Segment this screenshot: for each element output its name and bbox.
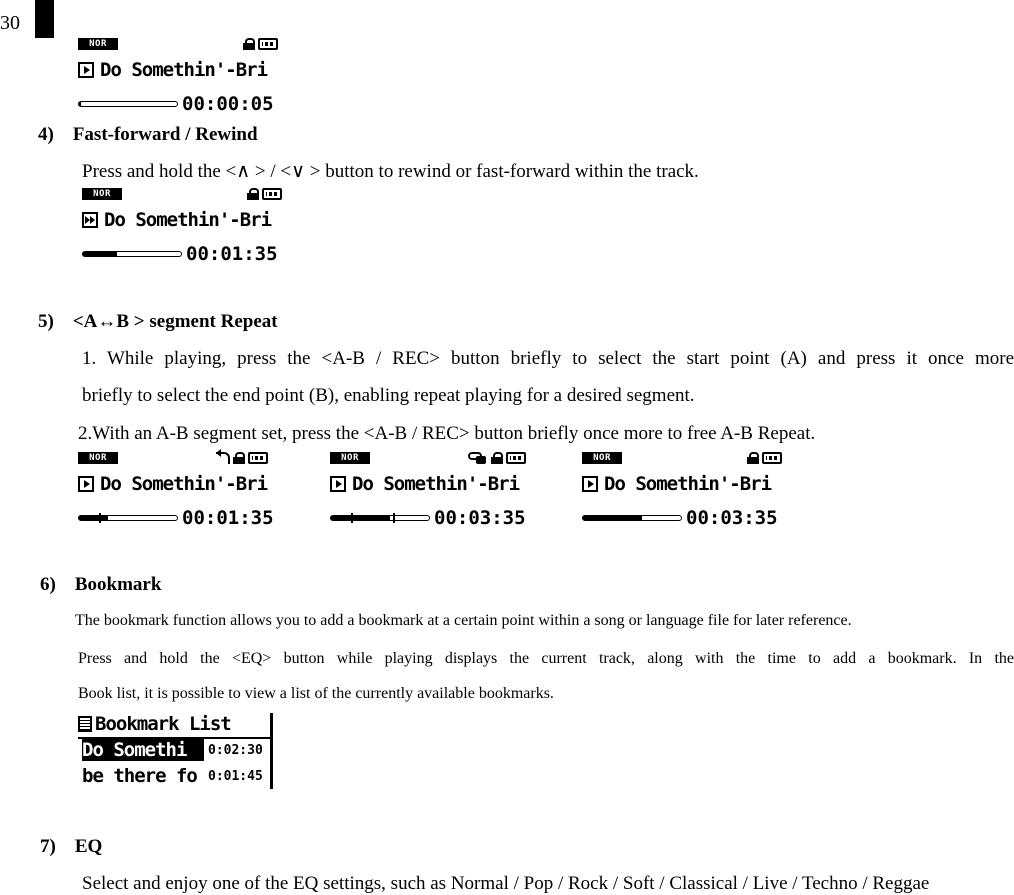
play-icon bbox=[330, 476, 346, 492]
bookmark-text-line-2: Book list, it is possible to view a list of the currently available bookmarks. bbox=[78, 685, 554, 702]
bookmark-item-time: 0:02:30 bbox=[208, 742, 263, 758]
status-icons bbox=[468, 452, 526, 464]
eq-mode-badge: NOR bbox=[82, 188, 122, 200]
status-icons bbox=[747, 452, 782, 464]
ab-repeat-free-text: 2.With an A-B segment set, press the <A-B / REC> button briefly once more to free A-B Repeat. bbox=[78, 423, 816, 444]
fast-forward-icon bbox=[82, 212, 98, 228]
progress-bar bbox=[78, 515, 178, 521]
player-screen-normal bbox=[78, 38, 283, 116]
track-title: Do Somethin'-Bri bbox=[104, 209, 272, 231]
bookmark-list-title: Bookmark List bbox=[95, 713, 231, 735]
status-icons bbox=[216, 452, 268, 464]
battery-icon bbox=[258, 38, 278, 50]
player-screen-ab-segment bbox=[330, 452, 535, 530]
bookmark-item-name: be there fo bbox=[82, 765, 197, 787]
eq-mode-badge: NOR bbox=[78, 38, 118, 50]
fast-forward-text: Press and hold the <∧ > / <∨ > button to rewind or fast-forward within the track. bbox=[82, 161, 699, 182]
progress-bar bbox=[330, 515, 430, 521]
bookmark-item[interactable] bbox=[82, 765, 263, 787]
section-heading-ab-repeat: 5) <A↔B > segment Repeat bbox=[38, 311, 278, 332]
lock-icon bbox=[247, 188, 259, 200]
eq-text: Select and enjoy one of the EQ settings, such as Normal / Pop / Rock / Soft / Classical / Live / Techno / Reggae bbox=[82, 873, 930, 894]
progress-bar bbox=[82, 251, 182, 257]
eq-mode-badge: NOR bbox=[330, 452, 370, 464]
elapsed-time: 00:01:35 bbox=[182, 507, 274, 529]
battery-icon bbox=[262, 188, 282, 200]
elapsed-time: 00:00:05 bbox=[182, 93, 274, 115]
progress-bar bbox=[582, 515, 682, 521]
lock-icon bbox=[747, 452, 759, 464]
battery-icon bbox=[762, 452, 782, 464]
battery-icon bbox=[248, 452, 268, 464]
elapsed-time: 00:01:35 bbox=[186, 243, 278, 265]
battery-icon bbox=[506, 452, 526, 464]
elapsed-time: 00:03:35 bbox=[686, 507, 778, 529]
play-icon bbox=[78, 62, 94, 78]
track-title: Do Somethin'-Bri bbox=[100, 473, 268, 495]
play-icon bbox=[582, 476, 598, 492]
play-icon bbox=[78, 476, 94, 492]
bookmark-item-time: 0:01:45 bbox=[208, 768, 263, 784]
section-heading-fast-forward: 4) Fast-forward / Rewind bbox=[38, 124, 258, 145]
lock-icon bbox=[491, 452, 503, 464]
eq-mode-badge: NOR bbox=[582, 452, 622, 464]
player-screen-fast-forward bbox=[82, 188, 287, 266]
lock-icon bbox=[233, 452, 245, 464]
bookmark-item[interactable] bbox=[82, 739, 263, 761]
player-screen-ab-start bbox=[78, 452, 283, 530]
page-number: 30 bbox=[0, 12, 20, 34]
section-heading-bookmark: 6) Bookmark bbox=[40, 574, 162, 595]
elapsed-time: 00:03:35 bbox=[434, 507, 526, 529]
eq-mode-badge: NOR bbox=[78, 452, 118, 464]
track-title: Do Somethin'-Bri bbox=[604, 473, 772, 495]
track-title: Do Somethin'-Bri bbox=[352, 473, 520, 495]
track-title: Do Somethin'-Bri bbox=[100, 59, 268, 81]
page-edge-tab bbox=[35, 0, 54, 38]
status-icons bbox=[247, 188, 282, 200]
section-heading-eq: 7) EQ bbox=[40, 836, 103, 857]
bookmark-text-line-1: Press and hold the <EQ> button while playing displays the current track, along with the time to add a bookmark. In the bbox=[78, 650, 1014, 667]
status-icons bbox=[243, 38, 278, 50]
ab-repeat-text-line-1: 1. While playing, press the <A-B / REC> button briefly to select the start point (A) and press it once more bbox=[82, 348, 1014, 369]
ab-repeat-text-line-2: briefly to select the end point (B), enabling repeat playing for a desired segment. bbox=[82, 385, 695, 406]
lock-icon bbox=[243, 38, 255, 50]
book-icon bbox=[78, 716, 92, 732]
progress-bar bbox=[78, 101, 178, 107]
ab-repeat-icon bbox=[468, 452, 488, 464]
player-screen-ab-cleared bbox=[582, 452, 787, 530]
bookmark-list-screen bbox=[78, 713, 278, 791]
bookmark-item-name: Do Somethi bbox=[82, 739, 204, 761]
repeat-a-icon bbox=[216, 452, 230, 464]
bookmark-intro-text: The bookmark function allows you to add a bookmark at a certain point within a song or language file for later reference. bbox=[75, 612, 852, 629]
